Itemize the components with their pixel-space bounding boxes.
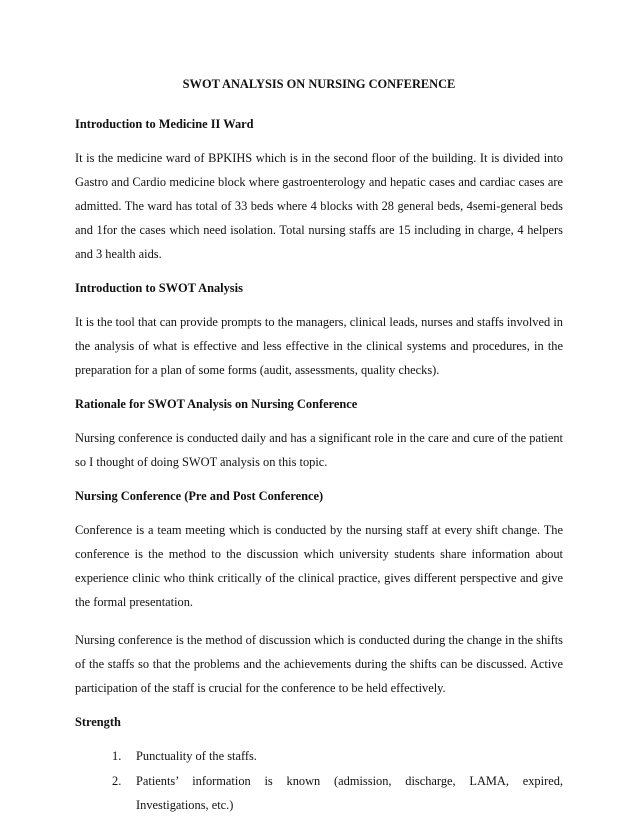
heading-nursing-conference: Nursing Conference (Pre and Post Conference) xyxy=(75,489,324,503)
list-item-text: Patients’ information is known (admission, discharge, LAMA, expired, Investigations, etc.) xyxy=(136,774,563,812)
section-rationale xyxy=(75,396,563,474)
list-item-number: 2. xyxy=(112,774,122,788)
section-intro-ward xyxy=(75,116,563,266)
heading-intro-swot: Introduction to SWOT Analysis xyxy=(75,281,243,295)
list-item-text: Punctuality of the staffs. xyxy=(136,749,257,763)
section-nursing-conference xyxy=(75,488,563,700)
list-item xyxy=(112,769,563,817)
heading-strength: Strength xyxy=(75,715,121,729)
strength-list xyxy=(75,744,563,817)
paragraph-conference-method: Nursing conference is the method of discussion which is conducted during the change in the shifts of the staffs so that the problems and the achievements during the shifts can be discussed. Active participation of the staff is crucial for the conference to be held effectively. xyxy=(75,633,563,695)
paragraph-conference-definition: Conference is a team meeting which is conducted by the nursing staff at every shift change. The conference is the method to the discussion which university students share information about experience clinic who think critically of the clinical practice, gives different perspective and give the formal presentation. xyxy=(75,523,563,609)
paragraph-rationale: Nursing conference is conducted daily and has a significant role in the care and cure of the patient so I thought of doing SWOT analysis on this topic. xyxy=(75,431,563,469)
paragraph-intro-ward: It is the medicine ward of BPKIHS which is in the second floor of the building. It is divided into Gastro and Cardio medicine block where gastroenterology and hepatic cases and cardiac cases are admitted. The ward has total of 33 beds where 4 blocks with 28 general beds, 4semi-general beds and 1for the cases which need isolation. Total nursing staffs are 15 including in charge, 4 helpers and 3 health aids. xyxy=(75,151,563,261)
heading-intro-ward: Introduction to Medicine II Ward xyxy=(75,117,254,131)
paragraph-intro-swot: It is the tool that can provide prompts to the managers, clinical leads, nurses and staffs involved in the analysis of what is effective and less effective in the clinical systems and procedures, in the preparation for a plan of some forms (audit, assessments, quality checks). xyxy=(75,315,563,377)
section-strength xyxy=(75,714,563,817)
document-title: SWOT ANALYSIS ON NURSING CONFERENCE xyxy=(182,77,456,91)
list-item xyxy=(112,744,563,768)
heading-rationale: Rationale for SWOT Analysis on Nursing Conference xyxy=(75,397,358,411)
list-item-number: 1. xyxy=(112,749,122,763)
section-intro-swot xyxy=(75,280,563,382)
